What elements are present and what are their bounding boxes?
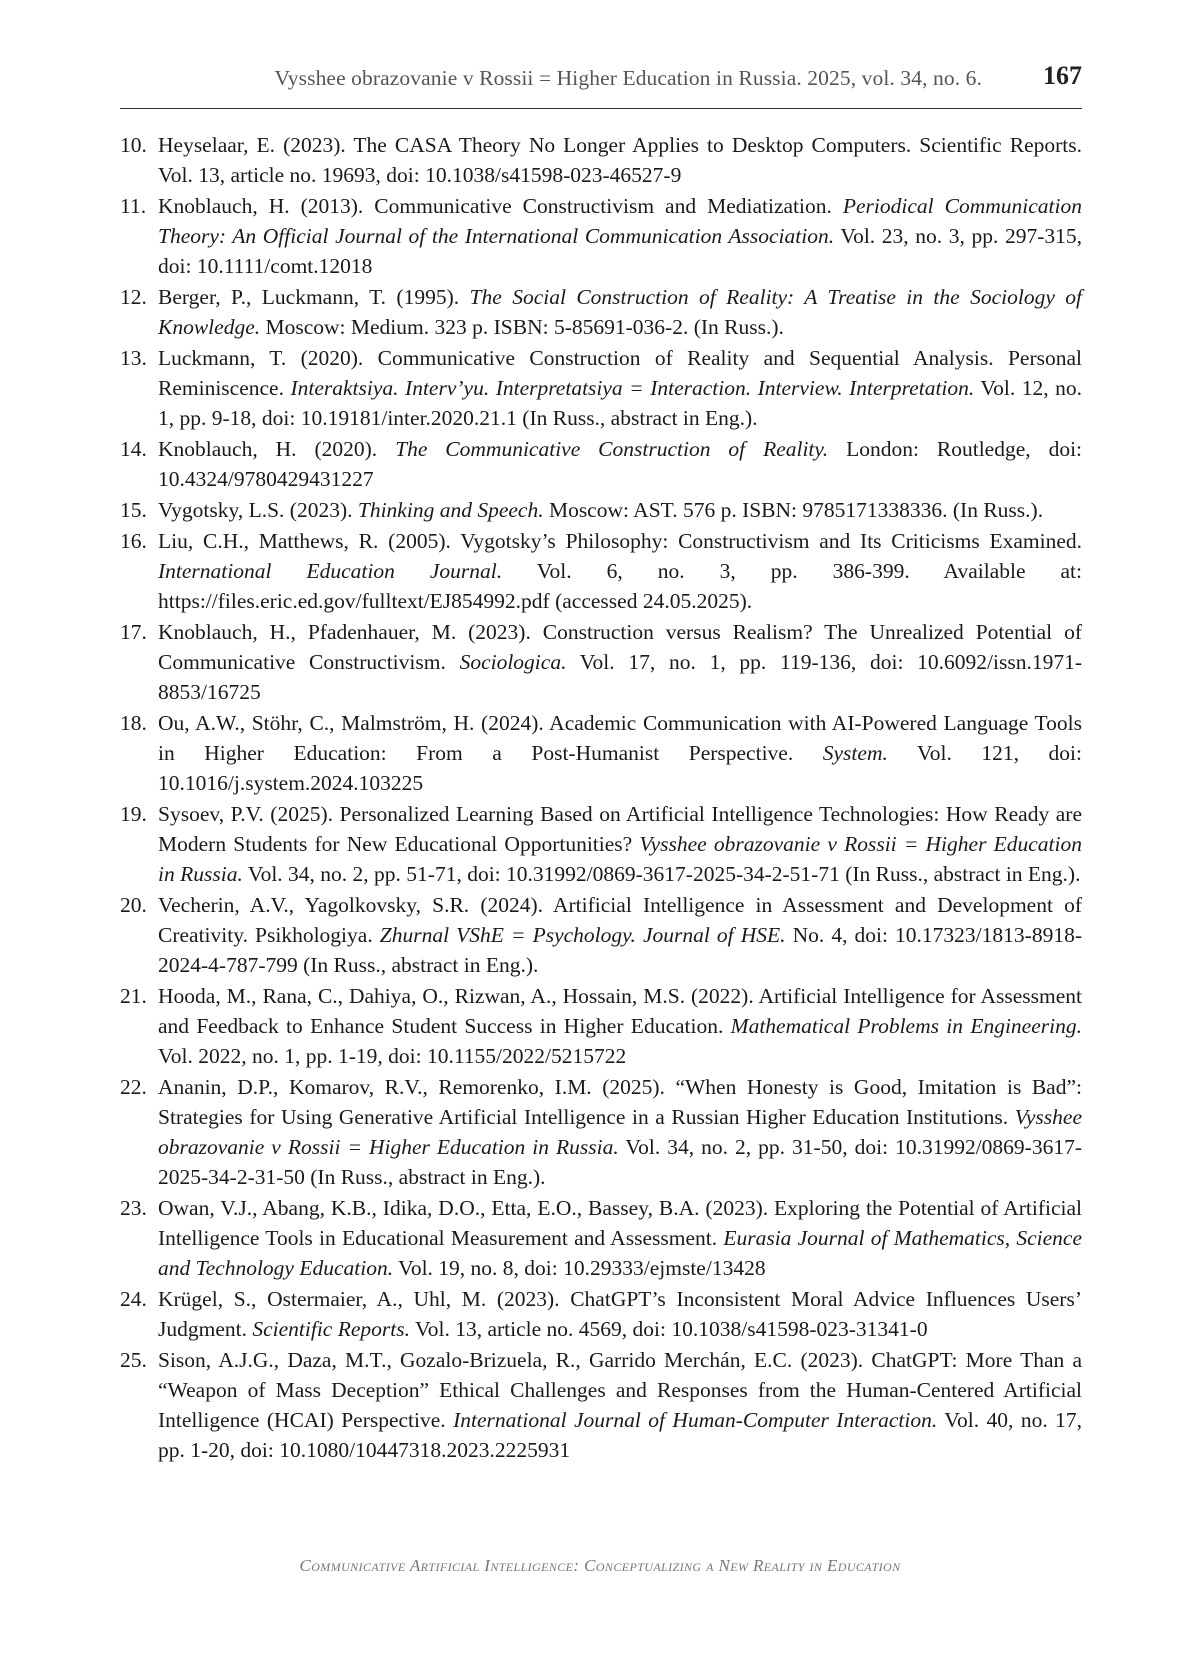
reference-source-title: International Journal of Human-Computer Interaction. <box>453 1408 938 1432</box>
reference-details: Vol. 17, no. 1, pp. 119-136, doi: 10.6092/issn.1971-8853/16725 <box>158 650 1082 704</box>
reference-source-title: Periodical Communication Theory: An Official Journal of the International Communication Association. <box>158 194 1082 248</box>
reference-number: 16. <box>120 529 147 553</box>
reference-source-title: Mathematical Problems in Engineering. <box>730 1014 1082 1038</box>
reference-details: Moscow: AST. 576 p. ISBN: 9785171338336. (In Russ.). <box>543 498 1044 522</box>
reference-text <box>158 1348 1082 1462</box>
reference-details: Vol. 6, no. 3, pp. 386-399. Available at: https://files.eric.ed.gov/fulltext/EJ854992.pdf (accessed 24.05.2025). <box>158 559 1082 613</box>
reference-authors-title: Owan, V.J., Abang, K.B., Idika, D.O., Etta, E.O., Bassey, B.A. (2023). Exploring the Potential of Artificial Intelligence Tools in Educational Measurement and Assessment. <box>158 1196 1082 1250</box>
reference-text <box>158 802 1082 886</box>
reference-details: Vol. 121, doi: 10.1016/j.system.2024.103225 <box>158 741 1082 795</box>
reference-details: Vol. 40, no. 17, pp. 1-20, doi: 10.1080/10447318.2023.2225931 <box>158 1408 1082 1462</box>
reference-item <box>120 890 1082 980</box>
reference-authors-title: Sison, A.J.G., Daza, M.T., Gozalo-Brizuela, R., Garrido Merchán, E.C. (2023). ChatGPT: More Than a “Weapon of Mass Deception” Ethical Challenges and Responses from the Human-Centered Artificial Intelligence (HCAI) Perspective. <box>158 1348 1082 1432</box>
reference-text <box>158 711 1082 795</box>
reference-source-title: Vysshee obrazovanie v Rossii = Higher Education in Russia. <box>158 1105 1082 1159</box>
reference-details: Moscow: Medium. 323 p. ISBN: 5-85691-036-2. (In Russ.). <box>260 315 784 339</box>
reference-authors-title: Knoblauch, H., Pfadenhauer, M. (2023). Construction versus Realism? The Unrealized Potential of Communicative Constructivism. <box>158 620 1082 674</box>
reference-item <box>120 343 1082 433</box>
reference-item <box>120 1193 1082 1283</box>
reference-authors-title: Ananin, D.P., Komarov, R.V., Remorenko, I.M. (2025). “When Honesty is Good, Imitation is Bad”: Strategies for Using Generative Artificial Intelligence in a Russian Higher Education Institutions. <box>158 1075 1082 1129</box>
reference-source-title: International Education Journal. <box>158 559 503 583</box>
reference-item <box>120 1072 1082 1192</box>
reference-item <box>120 981 1082 1071</box>
reference-details: Vol. 13, article no. 4569, doi: 10.1038/s41598-023-31341-0 <box>410 1317 928 1341</box>
reference-item <box>120 191 1082 281</box>
reference-number: 13. <box>120 346 147 370</box>
reference-list <box>120 130 1082 1466</box>
reference-item <box>120 130 1082 190</box>
reference-authors-title: Vygotsky, L.S. (2023). <box>158 498 358 522</box>
reference-item <box>120 799 1082 889</box>
reference-source-title: Zhurnal VShE = Psychology. Journal of HSE. <box>379 923 786 947</box>
reference-source-title: Thinking and Speech. <box>357 498 544 522</box>
reference-number: 21. <box>120 984 147 1008</box>
reference-item <box>120 617 1082 707</box>
article-running-title: Communicative Artificial Intelligence: Conceptualizing a New Reality in Education <box>299 1556 901 1575</box>
reference-number: 23. <box>120 1196 147 1220</box>
reference-item <box>120 1284 1082 1344</box>
reference-authors-title: Berger, P., Luckmann, T. (1995). <box>158 285 470 309</box>
reference-number: 18. <box>120 711 147 735</box>
page-header <box>120 58 1082 109</box>
reference-authors-title: Krügel, S., Ostermaier, A., Uhl, M. (2023). ChatGPT’s Inconsistent Moral Advice Influences Users’ Judgment. <box>158 1287 1082 1341</box>
reference-text <box>158 437 1082 491</box>
reference-authors-title: Heyselaar, E. (2023). The CASA Theory No Longer Applies to Desktop Computers. Scientific Reports. Vol. 13, article no. 19693, doi: 10.1038/s41598-023-46527-9 <box>158 133 1082 187</box>
reference-source-title: The Communicative Construction of Reality. <box>395 437 829 461</box>
reference-details: Vol. 34, no. 2, pp. 51-71, doi: 10.31992/0869-3617-2025-34-2-51-71 (In Russ., abstract in Eng.). <box>242 862 1081 886</box>
reference-number: 24. <box>120 1287 147 1311</box>
reference-number: 10. <box>120 133 147 157</box>
reference-details: Vol. 2022, no. 1, pp. 1-19, doi: 10.1155/2022/5215722 <box>158 1044 627 1068</box>
reference-source-title: System. <box>822 741 888 765</box>
page-number: 167 <box>1043 61 1082 90</box>
reference-item <box>120 526 1082 616</box>
reference-number: 14. <box>120 437 147 461</box>
reference-number: 22. <box>120 1075 147 1099</box>
reference-source-title: The Social Construction of Reality: A Treatise in the Sociology of Knowledge. <box>158 285 1083 339</box>
reference-text <box>158 1196 1082 1280</box>
reference-authors-title: Sysoev, P.V. (2025). Personalized Learning Based on Artificial Intelligence Technologies: How Ready are Modern Students for New Educational Opportunities? <box>158 802 1082 856</box>
reference-item <box>120 434 1082 494</box>
reference-number: 15. <box>120 498 147 522</box>
reference-text <box>158 1075 1082 1189</box>
reference-details: Vol. 12, no. 1, pp. 9-18, doi: 10.19181/inter.2020.21.1 (In Russ., abstract in Eng.). <box>158 376 1082 430</box>
reference-item <box>120 282 1082 342</box>
reference-item <box>120 495 1082 525</box>
reference-item <box>120 1345 1082 1465</box>
reference-authors-title: Vecherin, A.V., Yagolkovsky, S.R. (2024). Artificial Intelligence in Assessment and Development of Creativity. Psikhologiya. <box>158 893 1082 947</box>
reference-details: Vol. 34, no. 2, pp. 31-50, doi: 10.31992/0869-3617-2025-34-2-31-50 (In Russ., abstract in Eng.). <box>158 1135 1082 1189</box>
reference-text <box>158 346 1082 430</box>
reference-authors-title: Knoblauch, H. (2020). <box>158 437 396 461</box>
reference-text <box>158 1287 1082 1341</box>
reference-number: 20. <box>120 893 147 917</box>
reference-details: London: Routledge, doi: 10.4324/9780429431227 <box>158 437 1083 491</box>
reference-authors-title: Ou, A.W., Stöhr, C., Malmström, H. (2024). Academic Communication with AI-Powered Language Tools in Higher Education: From a Post-Humanist Perspective. <box>158 711 1082 765</box>
reference-text <box>158 498 1043 522</box>
reference-authors-title: Hooda, M., Rana, C., Dahiya, O., Rizwan, A., Hossain, M.S. (2022). Artificial Intelligence for Assessment and Feedback to Enhance Student Success in Higher Education. <box>158 984 1082 1038</box>
reference-item <box>120 708 1082 798</box>
reference-source-title: Interaktsiya. Interv’yu. Interpretatsiya = Interaction. Interview. Interpretation. <box>290 376 975 400</box>
reference-text <box>158 984 1082 1068</box>
reference-source-title: Eurasia Journal of Mathematics, Science and Technology Education. <box>158 1226 1083 1280</box>
reference-authors-title: Knoblauch, H. (2013). Communicative Constructivism and Mediatization. <box>158 194 843 218</box>
journal-running-title: Vysshee obrazovanie v Rossii = Higher Education in Russia. 2025, vol. 34, no. 6. <box>274 66 982 90</box>
reference-number: 12. <box>120 285 147 309</box>
reference-text <box>158 620 1082 704</box>
reference-source-title: Scientific Reports. <box>252 1317 410 1341</box>
reference-authors-title: Liu, C.H., Matthews, R. (2005). Vygotsky’s Philosophy: Constructivism and Its Criticisms Examined. <box>158 529 1082 553</box>
reference-source-title: Sociologica. <box>459 650 567 674</box>
reference-number: 25. <box>120 1348 147 1372</box>
reference-text <box>158 285 1082 339</box>
reference-details: Vol. 19, no. 8, doi: 10.29333/ejmste/13428 <box>393 1256 766 1280</box>
reference-text <box>158 893 1082 977</box>
reference-number: 11. <box>120 194 147 218</box>
reference-details: Vol. 23, no. 3, pp. 297-315, doi: 10.1111/comt.12018 <box>158 224 1082 278</box>
reference-text <box>158 194 1082 278</box>
reference-details: No. 4, doi: 10.17323/1813-8918-2024-4-787-799 (In Russ., abstract in Eng.). <box>158 923 1082 977</box>
reference-authors-title: Luckmann, T. (2020). Communicative Construction of Reality and Sequential Analysis. Personal Reminiscence. <box>158 346 1082 400</box>
reference-number: 19. <box>120 802 147 826</box>
reference-text <box>158 529 1082 613</box>
reference-text <box>158 133 1082 187</box>
reference-number: 17. <box>120 620 147 644</box>
reference-source-title: Vysshee obrazovanie v Rossii = Higher Education in Russia. <box>158 832 1083 886</box>
